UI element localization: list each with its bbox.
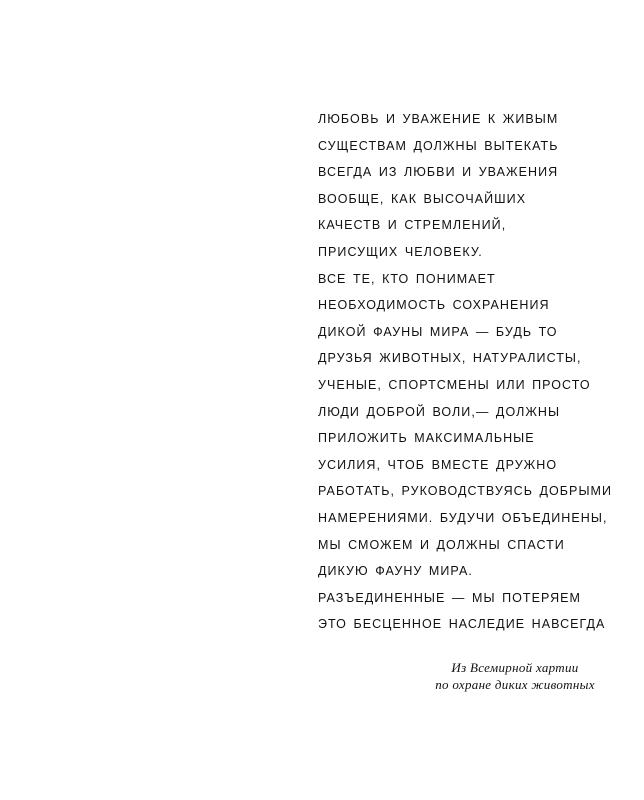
source-line: по охране диких животных	[435, 677, 595, 692]
quote-line: ЛЮДИ ДОБРОЙ ВОЛИ,— ДОЛЖНЫ	[318, 404, 561, 419]
quote-line: РАЗЪЕДИНЕННЫЕ — МЫ ПОТЕРЯЕМ	[318, 590, 582, 605]
quote-line: ДИКОЙ ФАУНЫ МИРА — БУДЬ ТО	[318, 324, 558, 339]
source-line: Из Всемирной хартии	[451, 660, 579, 675]
quote-line: ДИКУЮ ФАУНУ МИРА.	[318, 564, 473, 579]
quote-line: ВООБЩЕ, КАК ВЫСОЧАЙШИХ	[318, 191, 527, 206]
quote-line: КАЧЕСТВ И СТРЕМЛЕНИЙ,	[318, 218, 507, 233]
quote-line: ДРУЗЬЯ ЖИВОТНЫХ, НАТУРАЛИСТЫ,	[318, 351, 582, 366]
quote-line: ЭТО БЕСЦЕННОЕ НАСЛЕДИЕ НАВСЕГДА	[318, 617, 606, 632]
quote-line: ЛЮБОВЬ И УВАЖЕНИЕ К ЖИВЫМ	[318, 112, 559, 126]
quote-line: СУЩЕСТВАМ ДОЛЖНЫ ВЫТЕКАТЬ	[318, 138, 559, 153]
quote-line: УЧЕНЫЕ, СПОРТСМЕНЫ ИЛИ ПРОСТО	[318, 377, 591, 392]
epigraph-quote	[318, 106, 618, 638]
quote-line: РАБОТАТЬ, РУКОВОДСТВУЯСЬ ДОБРЫМИ	[318, 484, 613, 499]
quote-line: ВСЕГДА ИЗ ЛЮБВИ И УВАЖЕНИЯ	[318, 165, 559, 180]
epigraph-source	[410, 659, 620, 693]
quote-line: ПРИСУЩИХ ЧЕЛОВЕКУ.	[318, 244, 483, 259]
quote-line: НАМЕРЕНИЯМИ. БУДУЧИ ОБЪЕДИНЕНЫ,	[318, 510, 608, 525]
quote-line: ВСЕ ТЕ, КТО ПОНИМАЕТ	[318, 271, 496, 286]
quote-line: МЫ СМОЖЕМ И ДОЛЖНЫ СПАСТИ	[318, 537, 565, 552]
quote-line: УСИЛИЯ, ЧТОБ ВМЕСТЕ ДРУЖНО	[318, 457, 558, 472]
quote-line: НЕОБХОДИМОСТЬ СОХРАНЕНИЯ	[318, 298, 550, 313]
quote-line: ПРИЛОЖИТЬ МАКСИМАЛЬНЫЕ	[318, 431, 535, 446]
